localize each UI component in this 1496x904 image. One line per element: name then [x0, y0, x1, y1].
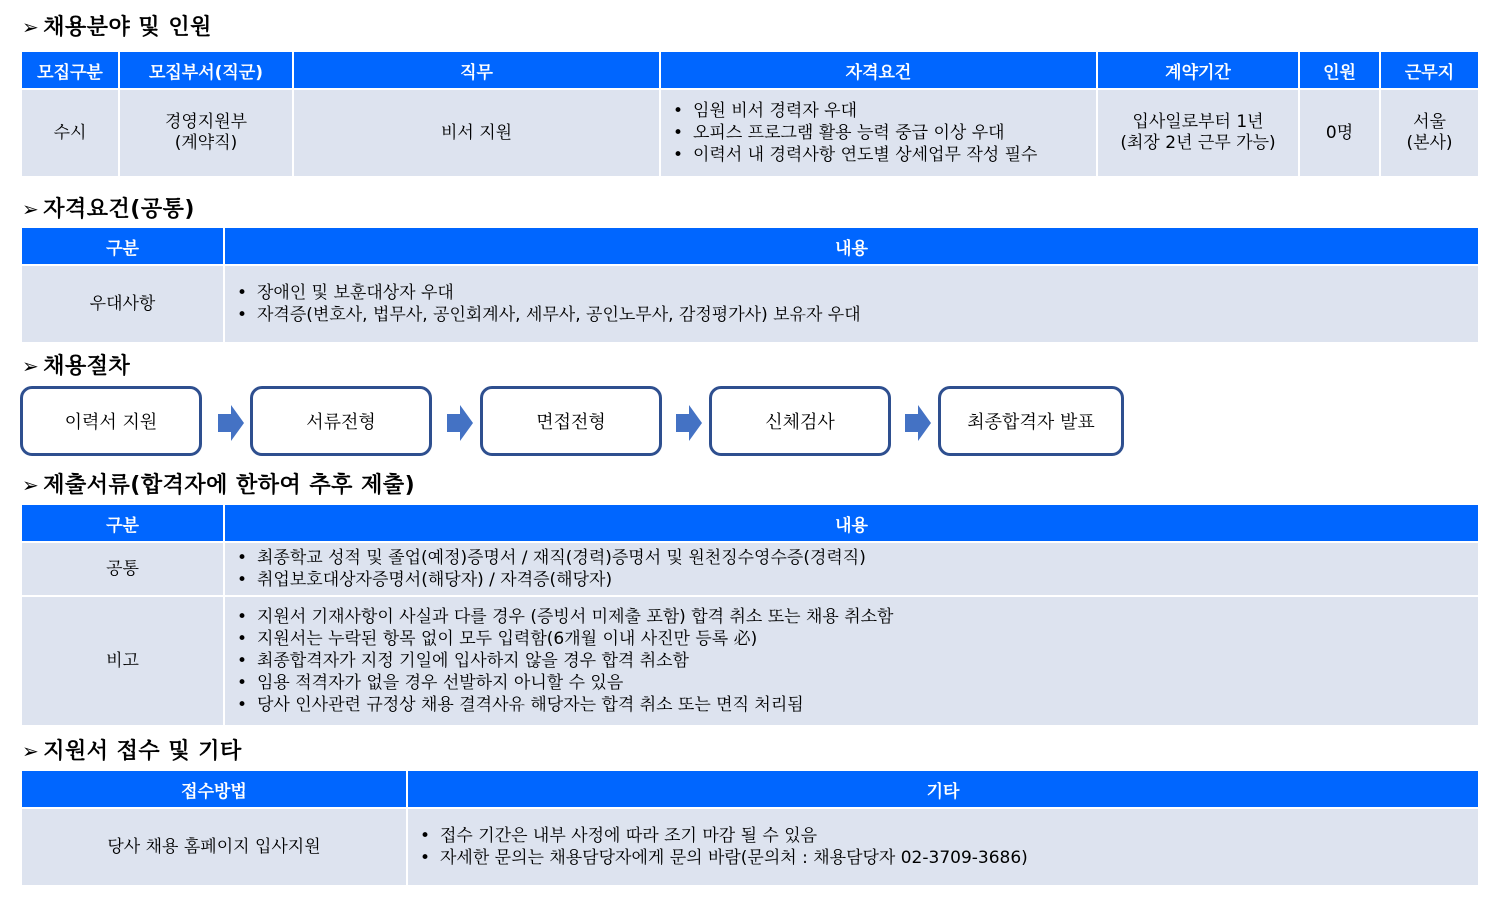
- list-item: • 자격증(변호사, 법무사, 공인회계사, 세무사, 공인노무사, 감정평가사) 보유자 우대: [233, 304, 1478, 326]
- dept-contract: (계약직): [174, 133, 238, 153]
- list-item: • 이력서 내 경력사항 연도별 상세업무 작성 필수: [669, 144, 1096, 166]
- location-office: (본사): [1406, 133, 1453, 153]
- arrow-right-icon: [218, 405, 244, 441]
- table-row: [21, 808, 1479, 886]
- requirements-list: [669, 100, 1096, 166]
- recruit-requirements-cell: [660, 89, 1097, 177]
- arrow-right-icon: [676, 405, 702, 441]
- application-table: [20, 769, 1480, 887]
- process-step: 이력서 지원: [20, 386, 202, 456]
- process-step: 서류전형: [250, 386, 432, 456]
- arrow-bullet-icon: ➢: [22, 354, 40, 378]
- header-recruit-type: 모집구분: [21, 51, 119, 89]
- arrow-right-icon: [447, 405, 473, 441]
- header-etc: 기타: [407, 770, 1479, 808]
- header-category: 구분: [21, 227, 224, 265]
- recruit-headcount-cell: 0명: [1299, 89, 1380, 177]
- arrow-right-icon: [905, 405, 931, 441]
- list-item: • 장애인 및 보훈대상자 우대: [233, 282, 1478, 304]
- table-row: [21, 265, 1479, 343]
- documents-common-list: [233, 547, 1478, 591]
- recruit-table-header: [21, 51, 1479, 89]
- documents-label-cell: 비고: [21, 596, 224, 726]
- documents-table-header: [21, 504, 1479, 542]
- header-recruit-dept: 모집부서(직군): [119, 51, 293, 89]
- list-item: • 취업보호대상자증명서(해당자) / 자격증(해당자): [233, 569, 1478, 591]
- section-title-application: ➢ 지원서 접수 및 기타: [22, 739, 242, 764]
- section-title-qualification: ➢ 자격요건(공통): [22, 197, 195, 222]
- list-item: • 지원서는 누락된 항목 없이 모두 입력함(6개월 이내 사진만 등록 必): [233, 628, 1478, 650]
- application-notes-list: [416, 825, 1478, 869]
- process-step: 면접전형: [480, 386, 662, 456]
- period-max: (최장 2년 근무 가능): [1120, 133, 1276, 153]
- arrow-bullet-icon: ➢: [22, 15, 40, 39]
- list-item: • 최종합격자가 지정 기일에 입사하지 않을 경우 합격 취소함: [233, 650, 1478, 672]
- list-item: • 최종학교 성적 및 졸업(예정)증명서 / 재직(경력)증명서 및 원천징수영수증(경력직): [233, 547, 1478, 569]
- documents-content-cell: [224, 542, 1479, 596]
- list-item: • 임원 비서 경력자 우대: [669, 100, 1096, 122]
- qualification-table: [20, 226, 1480, 344]
- documents-label-cell: 공통: [21, 542, 224, 596]
- application-method-cell: 당사 채용 홈페이지 입사지원: [21, 808, 407, 886]
- header-recruit-period: 계약기간: [1097, 51, 1299, 89]
- list-item: • 지원서 기재사항이 사실과 다를 경우 (증빙서 미제출 포함) 합격 취소 또는 채용 취소함: [233, 606, 1478, 628]
- documents-table: [20, 503, 1480, 727]
- header-method: 접수방법: [21, 770, 407, 808]
- list-item: • 접수 기간은 내부 사정에 따라 조기 마감 될 수 있음: [416, 825, 1478, 847]
- header-content: 내용: [224, 504, 1479, 542]
- process-step: 신체검사: [709, 386, 891, 456]
- header-recruit-job: 직무: [293, 51, 660, 89]
- documents-content-cell: [224, 596, 1479, 726]
- qualification-table-header: [21, 227, 1479, 265]
- table-row: [21, 89, 1479, 177]
- table-row: [21, 596, 1479, 726]
- process-flow: [20, 386, 1180, 462]
- header-recruit-headcount: 인원: [1299, 51, 1380, 89]
- arrow-bullet-icon: ➢: [22, 197, 40, 221]
- period-main: 입사일로부터 1년: [1132, 112, 1264, 132]
- header-content: 내용: [224, 227, 1479, 265]
- list-item: • 당사 인사관련 규정상 채용 결격사유 해당자는 합격 취소 또는 면직 처리됨: [233, 694, 1478, 716]
- section-title-process: ➢ 채용절차: [22, 354, 131, 379]
- table-row: [21, 542, 1479, 596]
- recruit-type-cell: 수시: [21, 89, 119, 177]
- qualification-content-cell: [224, 265, 1479, 343]
- recruit-job-cell: 비서 지원: [293, 89, 660, 177]
- location-city: 서울: [1413, 112, 1446, 132]
- recruit-table: [20, 50, 1480, 178]
- list-item: • 오피스 프로그램 활용 능력 중급 이상 우대: [669, 122, 1096, 144]
- list-item: • 자세한 문의는 채용담당자에게 문의 바람(문의처 : 채용담당자 02-3709-3686): [416, 847, 1478, 869]
- arrow-bullet-icon: ➢: [22, 739, 40, 763]
- qualification-list: [233, 282, 1478, 326]
- section-title-recruit: ➢ 채용분야 및 인원: [22, 15, 212, 40]
- recruit-dept-cell: [119, 89, 293, 177]
- header-recruit-requirements: 자격요건: [660, 51, 1097, 89]
- documents-remarks-list: [233, 606, 1478, 716]
- recruit-period-cell: [1097, 89, 1299, 177]
- process-step: 최종합격자 발표: [938, 386, 1124, 456]
- dept-name: 경영지원부: [164, 112, 248, 132]
- recruit-location-cell: [1380, 89, 1479, 177]
- section-title-documents: ➢ 제출서류(합격자에 한하여 추후 제출): [22, 473, 416, 498]
- arrow-bullet-icon: ➢: [22, 473, 40, 497]
- application-table-header: [21, 770, 1479, 808]
- application-etc-cell: [407, 808, 1479, 886]
- header-recruit-location: 근무지: [1380, 51, 1479, 89]
- header-category: 구분: [21, 504, 224, 542]
- qualification-label-cell: 우대사항: [21, 265, 224, 343]
- list-item: • 임용 적격자가 없을 경우 선발하지 아니할 수 있음: [233, 672, 1478, 694]
